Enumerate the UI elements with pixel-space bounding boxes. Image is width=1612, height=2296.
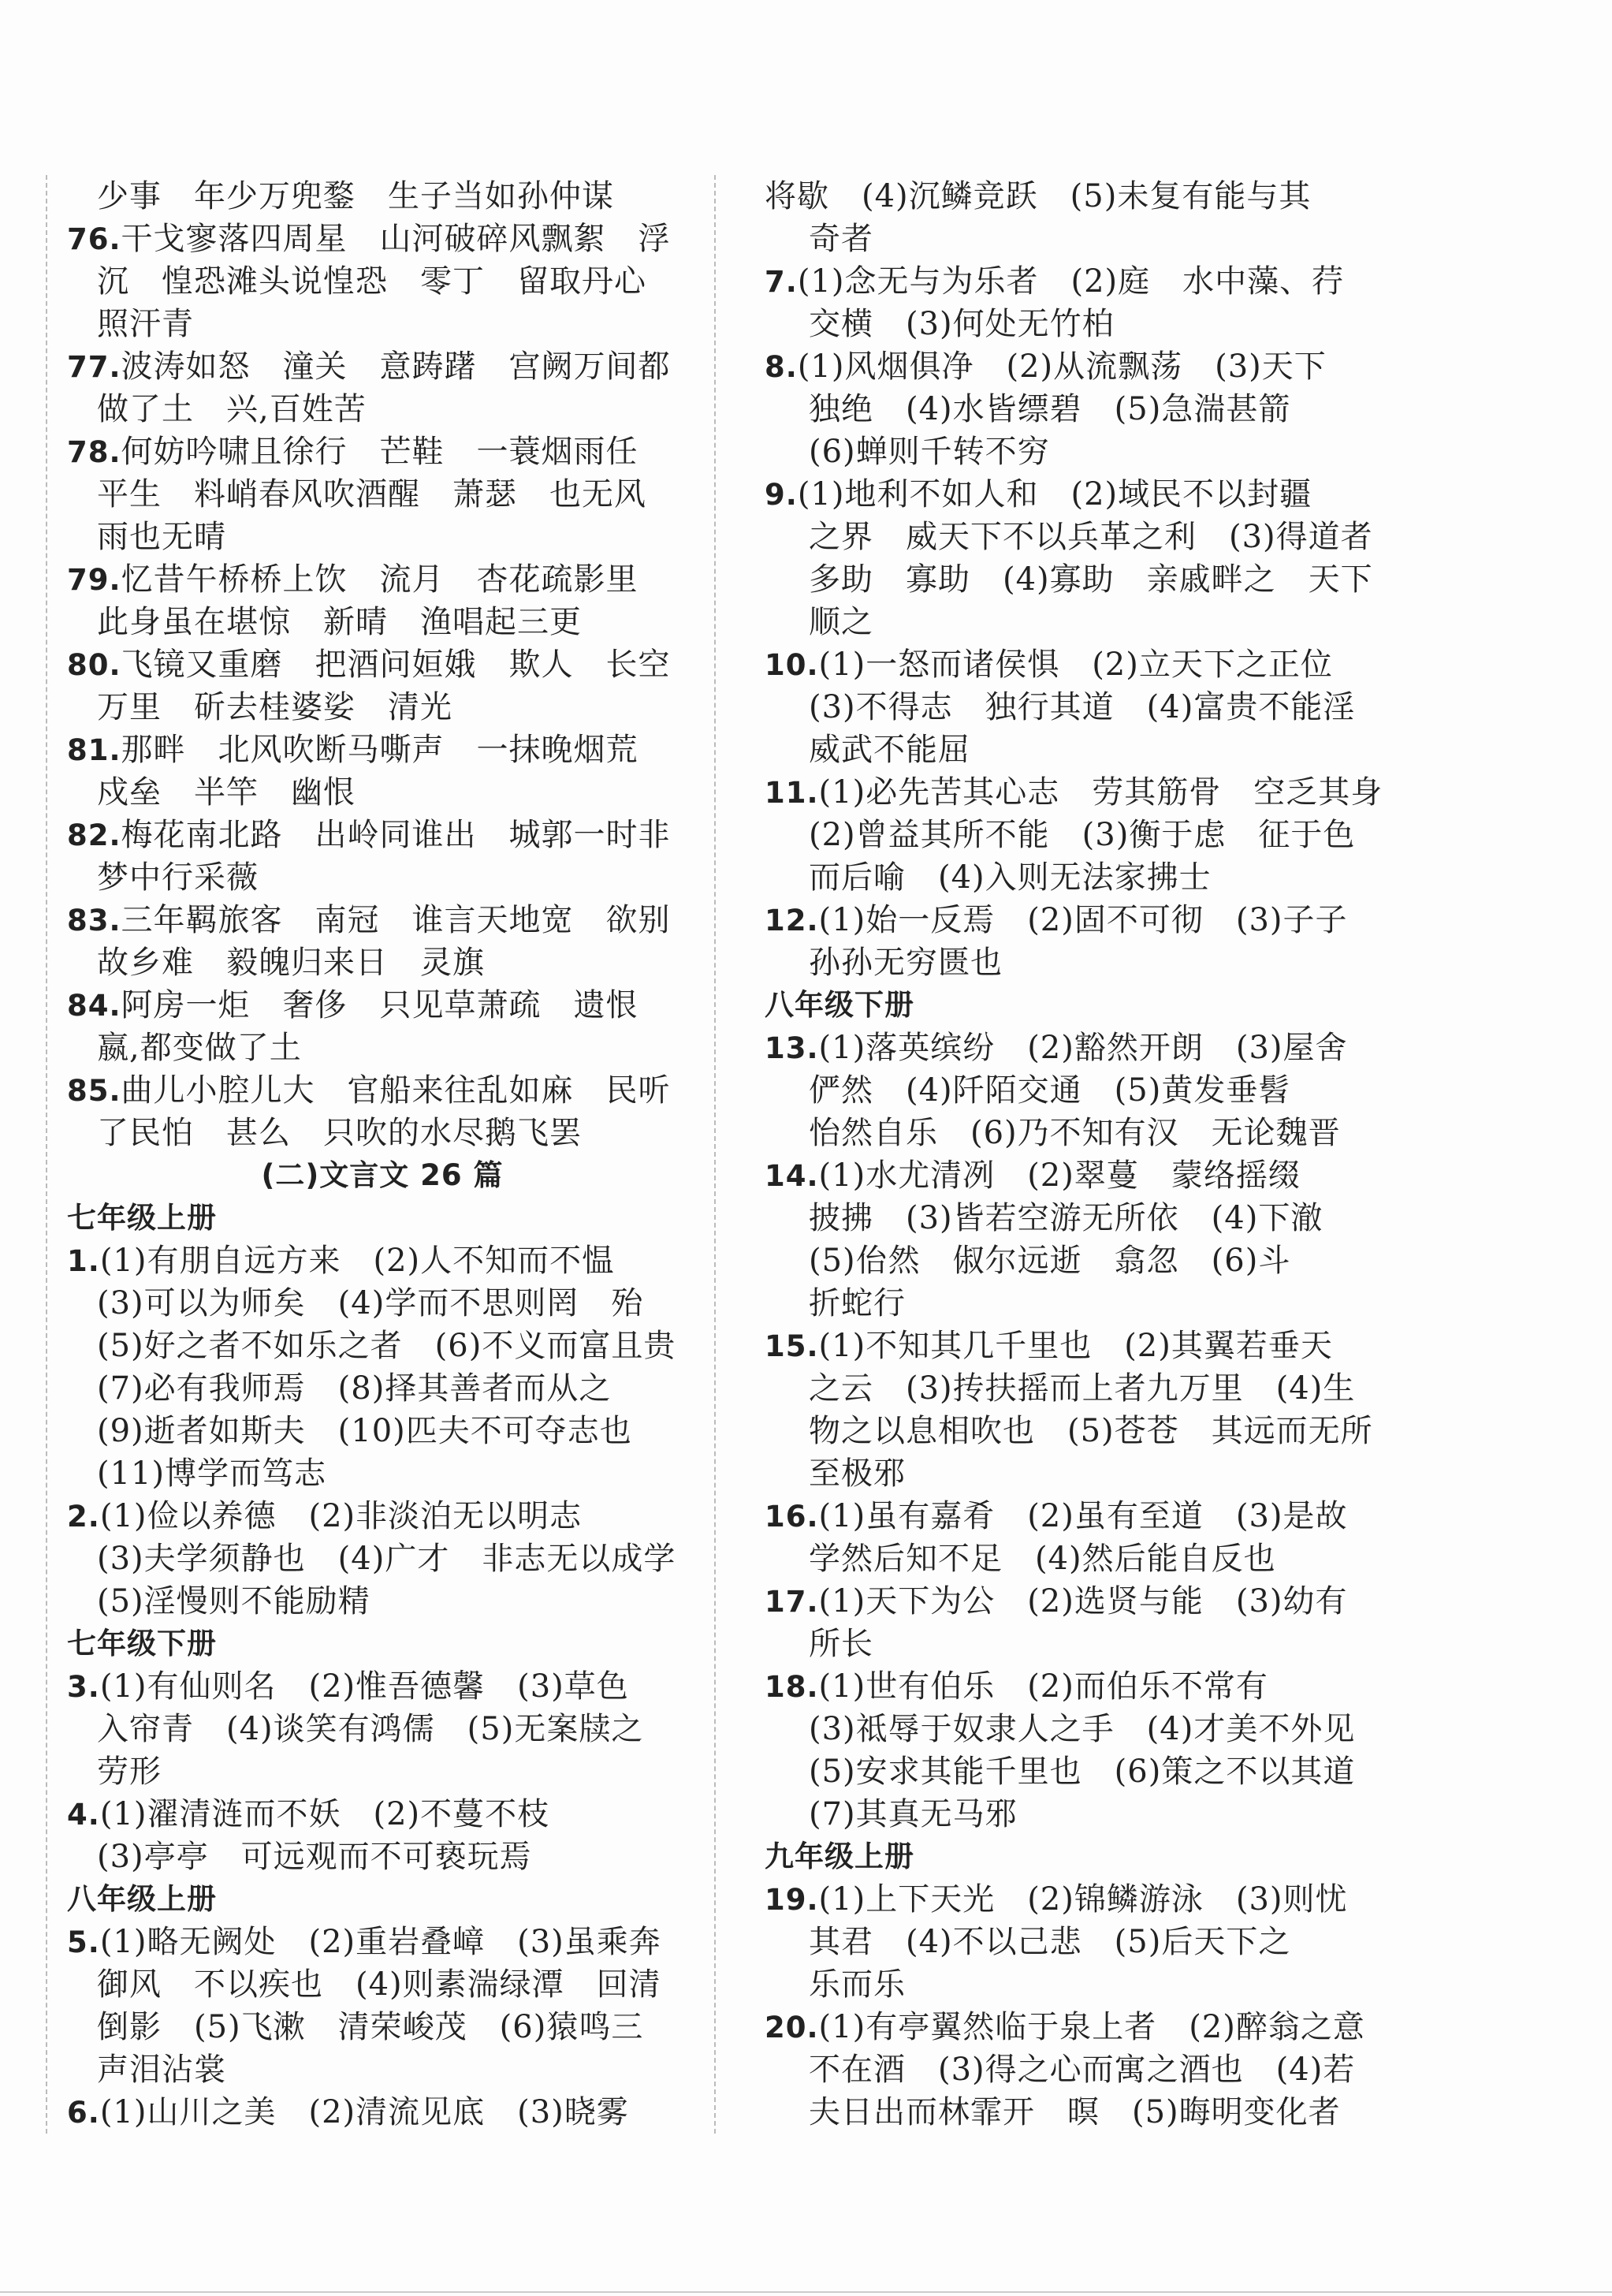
answer-item <box>67 1495 698 1538</box>
answer-item <box>67 218 698 260</box>
answer-continuation: 倒影 (5)飞漱 清荣峻茂 (6)猿鸣三 <box>97 2009 644 2045</box>
item-number: 82. <box>67 818 121 852</box>
item-number: 19. <box>765 1883 819 1917</box>
grade-heading: 七年级下册 <box>67 1627 217 1660</box>
item-number: 4. <box>67 1798 100 1832</box>
item-number: 85. <box>67 1074 121 1108</box>
item-number: 16. <box>765 1500 819 1534</box>
bottom-rule <box>0 2291 1612 2293</box>
item-text: (1)濯清涟而不妖 (2)不蔓不枝 <box>99 1796 550 1832</box>
answer-continuation: 其君 (4)不以己悲 (5)后天下之 <box>809 1924 1291 1960</box>
answer-item <box>765 1878 1389 1921</box>
answer-continuation: 梦中行采薇 <box>97 859 259 896</box>
answer-item <box>765 643 1389 686</box>
item-text: (1)世有伯乐 (2)而伯乐不常有 <box>818 1668 1268 1705</box>
item-text: (1)必先苦其心志 劳其筋骨 空乏其身 <box>818 774 1383 811</box>
answer-continuation: (3)祗辱于奴隶人之手 (4)才美不外见 <box>809 1711 1356 1747</box>
answer-continuation: (5)好之者不如乐之者 (6)不义而富且贵 <box>97 1328 676 1364</box>
answer-item <box>67 1069 698 1112</box>
answer-continuation: 而后喻 (4)入则无法家拂士 <box>809 859 1212 896</box>
answer-item <box>765 1325 1389 1367</box>
item-text: 那畔 北风吹断马嘶声 一抹晚烟荒 <box>121 732 638 768</box>
item-number: 5. <box>67 1925 100 1959</box>
item-number: 20. <box>765 2011 819 2044</box>
item-text: (1)略无阙处 (2)重岩叠嶂 (3)虽乘奔 <box>99 1924 661 1960</box>
answer-item <box>67 1921 698 1963</box>
item-text: 何妨吟啸且徐行 芒鞋 一蓑烟雨任 <box>121 434 638 470</box>
item-number: 12. <box>765 904 819 937</box>
left-margin-rule <box>46 175 47 2134</box>
column-divider <box>714 175 716 2134</box>
answer-continuation: 夫日出而林霏开 暝 (5)晦明变化者 <box>809 2094 1341 2130</box>
item-number: 18. <box>765 1670 819 1704</box>
answer-continuation: 独绝 (4)水皆缥碧 (5)急湍甚箭 <box>809 391 1291 427</box>
answer-item <box>765 771 1389 814</box>
answer-continuation: 奇者 <box>809 221 873 257</box>
item-number: 3. <box>67 1670 100 1704</box>
answer-continuation: (11)博学而笃志 <box>97 1456 327 1492</box>
section-heading: (二)文言文 26 篇 <box>261 1158 504 1192</box>
answer-continuation: 孙孙无穷匮也 <box>809 945 1003 981</box>
answer-continuation: 俨然 (4)阡陌交通 (5)黄发垂髫 <box>809 1072 1291 1109</box>
item-text: 梅花南北路 出岭同谁出 城郭一时非 <box>121 817 671 853</box>
item-text: 干戈寥落四周星 山河破碎风飘絮 浮 <box>121 221 671 257</box>
answer-continuation: 学然后知不足 (4)然后能自反也 <box>809 1541 1276 1577</box>
answer-continuation: 顺之 <box>809 604 873 640</box>
item-number: 11. <box>765 776 819 810</box>
grade-heading: 九年级上册 <box>765 1839 914 1873</box>
answer-continuation: 之云 (3)抟扶摇而上者九万里 (4)生 <box>809 1370 1356 1407</box>
answer-continuation: (7)其真无马邪 <box>809 1796 1018 1832</box>
item-number: 83. <box>67 904 121 937</box>
item-text: 飞镜又重磨 把酒问姮娥 欺人 长空 <box>121 647 671 683</box>
grade-heading: 八年级下册 <box>765 988 914 1022</box>
grade-heading: 八年级上册 <box>67 1882 217 1916</box>
item-number: 77. <box>67 350 121 384</box>
right-column <box>765 175 1389 2134</box>
answer-item <box>765 1027 1389 1069</box>
answer-continuation: 平生 料峭春风吹酒醒 萧瑟 也无风 <box>97 476 646 512</box>
item-text: 阿房一炬 奢侈 只见草萧疏 遗恨 <box>121 987 638 1023</box>
item-number: 6. <box>67 2096 100 2130</box>
answer-item <box>765 1154 1389 1197</box>
item-number: 2. <box>67 1500 100 1534</box>
answer-continuation: (7)必有我师焉 (8)择其善者而从之 <box>97 1370 612 1407</box>
item-text: (1)地利不如人和 (2)域民不以封疆 <box>797 476 1312 512</box>
answer-continuation: 此身虽在堪惊 新晴 渔唱起三更 <box>97 604 582 640</box>
answer-item <box>67 729 698 771</box>
answer-continuation: 披拂 (3)皆若空游无所依 (4)下澈 <box>809 1200 1323 1236</box>
answer-continuation: (3)亭亭 可远观而不可亵玩焉 <box>97 1839 532 1875</box>
answer-item <box>765 1665 1389 1708</box>
answer-item <box>67 1239 698 1282</box>
answer-continuation: (3)可以为师矣 (4)学而不思则罔 殆 <box>97 1285 644 1321</box>
answer-continuation: (3)不得志 独行其道 (4)富贵不能淫 <box>809 689 1356 725</box>
answer-item <box>67 984 698 1027</box>
item-text: (1)有仙则名 (2)惟吾德馨 (3)草色 <box>99 1668 629 1705</box>
answer-continuation: (3)夫学须静也 (4)广才 非志无以成学 <box>97 1541 676 1577</box>
answer-item <box>765 899 1389 941</box>
item-number: 81. <box>67 733 121 767</box>
answer-continuation: 将歇 (4)沉鳞竞跃 (5)未复有能与其 <box>765 178 1312 214</box>
answer-continuation: (2)曾益其所不能 (3)衡于虑 征于色 <box>809 817 1356 853</box>
answer-continuation: (5)佁然 俶尔远逝 翕忽 (6)斗 <box>809 1243 1291 1279</box>
item-text: 波涛如怒 潼关 意踌躇 宫阙万间都 <box>121 348 671 385</box>
answer-continuation: 入帘青 (4)谈笑有鸿儒 (5)无案牍之 <box>97 1711 644 1747</box>
answer-continuation: 雨也无晴 <box>97 519 226 555</box>
answer-item <box>765 345 1389 388</box>
answer-item <box>765 260 1389 303</box>
answer-continuation: 了民怕 甚么 只吹的水尽鹅飞罢 <box>97 1115 582 1151</box>
answer-continuation: 物之以息相吹也 (5)苍苍 其远而无所 <box>809 1413 1373 1449</box>
answer-continuation: 少事 年少万兜鍪 生子当如孙仲谋 <box>97 178 614 214</box>
answer-continuation: 之界 威天下不以兵革之利 (3)得道者 <box>809 519 1373 555</box>
item-text: (1)有亭翼然临于泉上者 (2)醉翁之意 <box>818 2009 1365 2045</box>
item-number: 10. <box>765 648 819 682</box>
answer-continuation: 交横 (3)何处无竹柏 <box>809 306 1115 342</box>
item-number: 80. <box>67 648 121 682</box>
answer-continuation: 折蛇行 <box>809 1285 906 1321</box>
item-text: (1)天下为公 (2)选贤与能 (3)幼有 <box>818 1583 1348 1620</box>
item-text: 曲儿小腔儿大 官船来往乱如麻 民听 <box>121 1072 671 1109</box>
item-text: (1)落英缤纷 (2)豁然开朗 (3)屋舍 <box>818 1030 1348 1066</box>
answer-continuation: 至极邪 <box>809 1456 906 1492</box>
item-number: 1. <box>67 1244 100 1278</box>
answer-continuation: 嬴,都变做了土 <box>97 1030 302 1066</box>
answer-item <box>67 430 698 473</box>
answer-continuation: (5)安求其能千里也 (6)策之不以其道 <box>809 1754 1356 1790</box>
item-text: 忆昔午桥桥上饮 流月 杏花疏影里 <box>121 561 638 598</box>
item-text: (1)水尤清冽 (2)翠蔓 蒙络摇缀 <box>818 1157 1301 1194</box>
item-number: 14. <box>765 1159 819 1193</box>
item-number: 9. <box>765 478 798 512</box>
answer-continuation: 御风 不以疾也 (4)则素湍绿潭 回清 <box>97 1966 661 2003</box>
item-text: (1)一怒而诸侯惧 (2)立天下之正位 <box>818 647 1333 683</box>
item-text: 三年羁旅客 南冠 谁言天地宽 欲别 <box>121 902 671 938</box>
item-text: (1)山川之美 (2)清流见底 (3)晓雾 <box>99 2094 629 2130</box>
answer-item <box>67 1665 698 1708</box>
answer-continuation: 乐而乐 <box>809 1966 906 2003</box>
item-text: (1)虽有嘉肴 (2)虽有至道 (3)是故 <box>818 1498 1348 1534</box>
answer-item <box>765 2006 1389 2048</box>
answer-continuation: 怡然自乐 (6)乃不知有汉 无论魏晋 <box>809 1115 1341 1151</box>
answer-continuation: 沉 惶恐滩头说惶恐 零丁 留取丹心 <box>97 263 646 300</box>
item-number: 84. <box>67 989 121 1023</box>
item-text: (1)不知其几千里也 (2)其翼若垂天 <box>818 1328 1333 1364</box>
item-text: (1)风烟俱净 (2)从流飘荡 (3)天下 <box>797 348 1327 385</box>
answer-continuation: 声泪沾裳 <box>97 2052 226 2088</box>
answer-item <box>765 1580 1389 1623</box>
item-text: (1)有朋自远方来 (2)人不知而不愠 <box>99 1243 615 1279</box>
answer-continuation: (9)逝者如斯夫 (10)匹夫不可夺志也 <box>97 1413 632 1449</box>
item-text: (1)始一反焉 (2)固不可彻 (3)子子 <box>818 902 1348 938</box>
item-number: 17. <box>765 1585 819 1619</box>
answer-continuation: 做了土 兴,百姓苦 <box>97 391 367 427</box>
item-number: 15. <box>765 1329 819 1363</box>
left-column <box>67 175 698 2134</box>
answer-continuation: 不在酒 (3)得之心而寓之酒也 (4)若 <box>809 2052 1356 2088</box>
answer-continuation: (5)淫慢则不能励精 <box>97 1583 370 1620</box>
item-number: 13. <box>765 1031 819 1065</box>
answer-continuation: 故乡难 毅魄归来日 灵旗 <box>97 945 485 981</box>
answer-item <box>67 2091 698 2134</box>
item-number: 7. <box>765 265 798 299</box>
answer-item <box>67 643 698 686</box>
item-text: (1)上下天光 (2)锦鳞游泳 (3)则忧 <box>818 1881 1348 1918</box>
answer-continuation: 多助 寡助 (4)寡助 亲戚畔之 天下 <box>809 561 1373 598</box>
item-text: (1)念无与为乐者 (2)庭 水中藻、荇 <box>797 263 1345 300</box>
item-text: (1)俭以养德 (2)非淡泊无以明志 <box>99 1498 583 1534</box>
answer-item <box>67 1793 698 1836</box>
grade-heading: 七年级上册 <box>67 1201 217 1235</box>
item-number: 79. <box>67 563 121 597</box>
answer-continuation: 万里 斫去桂婆娑 清光 <box>97 689 452 725</box>
item-number: 76. <box>67 222 121 256</box>
answer-item <box>67 899 698 941</box>
answer-item <box>67 558 698 601</box>
item-number: 8. <box>765 350 798 384</box>
answer-item <box>67 814 698 856</box>
answer-item <box>67 345 698 388</box>
answer-continuation: (6)蝉则千转不穷 <box>809 434 1050 470</box>
answer-item <box>765 1495 1389 1538</box>
item-number: 78. <box>67 435 121 469</box>
answer-continuation: 戍垒 半竿 幽恨 <box>97 774 356 811</box>
answer-item <box>765 473 1389 516</box>
answer-continuation: 威武不能屈 <box>809 732 970 768</box>
answer-continuation: 照汗青 <box>97 306 194 342</box>
answer-continuation: 劳形 <box>97 1754 162 1790</box>
answer-continuation: 所长 <box>809 1626 873 1662</box>
